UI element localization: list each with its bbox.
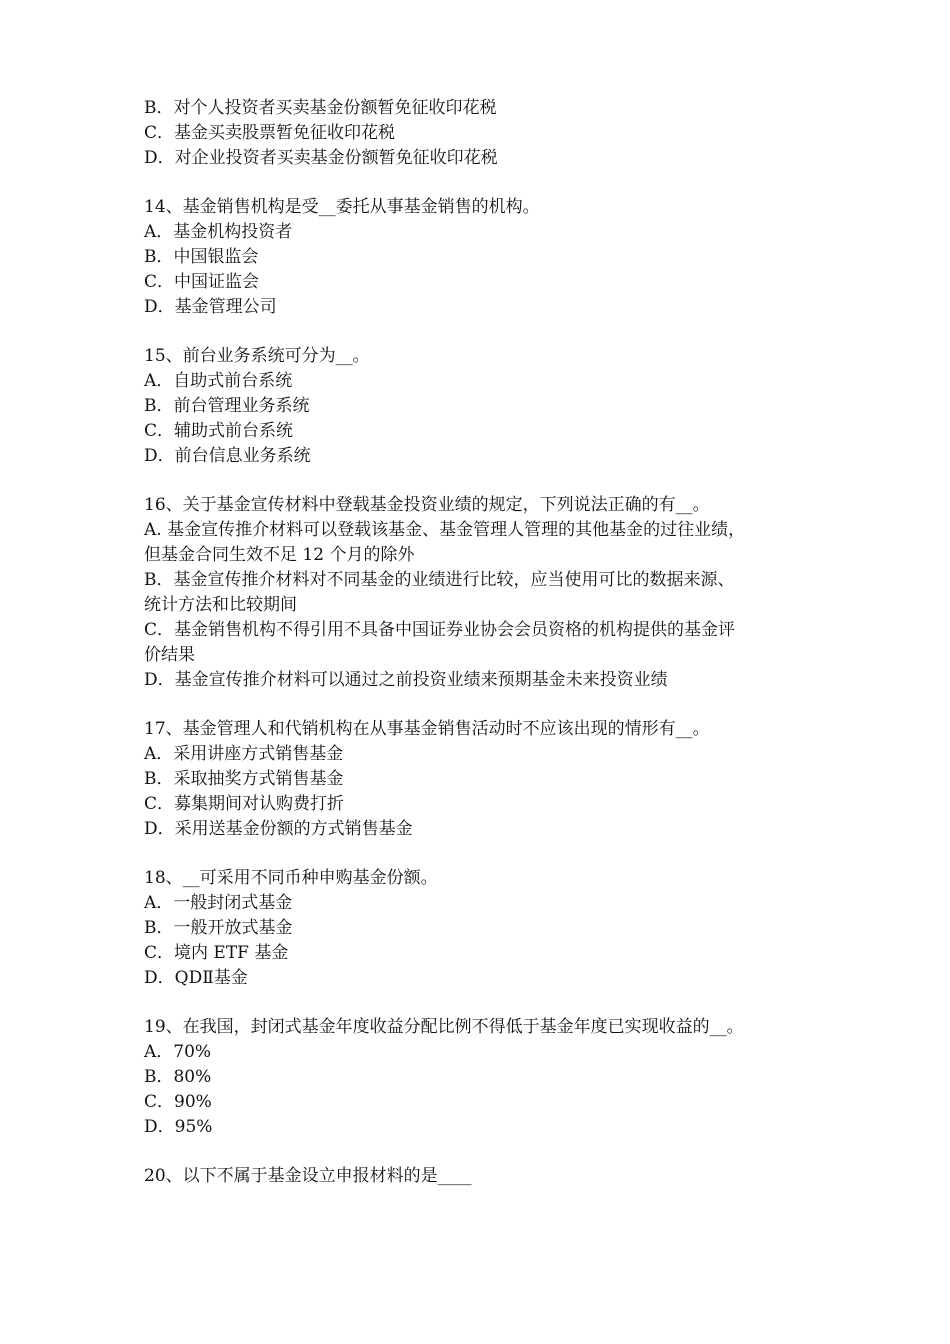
paragraph-gap: [144, 469, 824, 493]
paragraph-gap: [144, 842, 824, 866]
option-line: D．基金宣传推介材料可以通过之前投资业绩来预期基金未来投资业绩: [144, 670, 668, 690]
option-line: A．一般封闭式基金: [144, 893, 293, 913]
options-block-q13: [144, 96, 824, 171]
document-page: [144, 96, 824, 1189]
option-line: D．前台信息业务系统: [144, 446, 311, 466]
option-line: A. 基金宣传推介材料可以登载该基金、基金管理人管理的其他基金的过往业绩，: [144, 520, 746, 540]
option-line: B．中国银监会: [144, 247, 259, 267]
question-block-17: [144, 717, 824, 842]
question-stem: 14、基金销售机构是受__委托从事基金销售的机构。: [144, 197, 540, 217]
question-stem: 20、以下不属于基金设立申报材料的是____: [144, 1166, 472, 1186]
question-block-19: [144, 1015, 824, 1140]
option-line: D．对企业投资者买卖基金份额暂免征收印花税: [144, 148, 498, 168]
question-stem: 19、在我国，封闭式基金年度收益分配比例不得低于基金年度已实现收益的__。: [144, 1017, 744, 1037]
question-block-16: [144, 493, 824, 693]
question-block-20: [144, 1164, 824, 1189]
option-line: C．辅助式前台系统: [144, 421, 294, 441]
option-line-continuation: 价结果: [144, 645, 195, 665]
paragraph-gap: [144, 693, 824, 717]
question-stem: 16、关于基金宣传材料中登载基金投资业绩的规定，下列说法正确的有__。: [144, 495, 710, 515]
option-line: C．90%: [144, 1092, 212, 1112]
option-line: A．基金机构投资者: [144, 222, 293, 242]
option-line: B．80%: [144, 1067, 212, 1087]
option-line: B．一般开放式基金: [144, 918, 293, 938]
option-line: D．95%: [144, 1117, 213, 1137]
option-line: B．对个人投资者买卖基金份额暂免征收印花税: [144, 98, 497, 118]
option-line: A．采用讲座方式销售基金: [144, 744, 344, 764]
question-block-18: [144, 866, 824, 991]
option-line-continuation: 但基金合同生效不足 12 个月的除外: [144, 545, 415, 565]
option-line: C．基金销售机构不得引用不具备中国证券业协会会员资格的机构提供的基金评: [144, 620, 736, 640]
question-stem: 15、前台业务系统可分为__。: [144, 346, 370, 366]
option-line: A．70%: [144, 1042, 212, 1062]
option-line: A．自助式前台系统: [144, 371, 293, 391]
option-line: D．QDⅡ基金: [144, 968, 248, 988]
option-line: C．基金买卖股票暂免征收印花税: [144, 123, 396, 143]
option-line: C．中国证监会: [144, 272, 260, 292]
question-stem: 17、基金管理人和代销机构在从事基金销售活动时不应该出现的情形有__。: [144, 719, 710, 739]
option-line: B．采取抽奖方式销售基金: [144, 769, 344, 789]
paragraph-gap: [144, 171, 824, 195]
paragraph-gap: [144, 320, 824, 344]
option-line: C．募集期间对认购费打折: [144, 794, 345, 814]
question-block-15: [144, 344, 824, 469]
paragraph-gap: [144, 991, 824, 1015]
question-stem: 18、__可采用不同币种申购基金份额。: [144, 868, 438, 888]
option-line: B．前台管理业务系统: [144, 396, 310, 416]
option-line: C．境内 ETF 基金: [144, 943, 289, 963]
question-block-14: [144, 195, 824, 320]
option-line-continuation: 统计方法和比较期间: [144, 595, 297, 615]
option-line: D．采用送基金份额的方式销售基金: [144, 819, 413, 839]
paragraph-gap: [144, 1140, 824, 1164]
option-line: D．基金管理公司: [144, 297, 277, 317]
option-line: B．基金宣传推介材料对不同基金的业绩进行比较，应当使用可比的数据来源、: [144, 570, 735, 590]
